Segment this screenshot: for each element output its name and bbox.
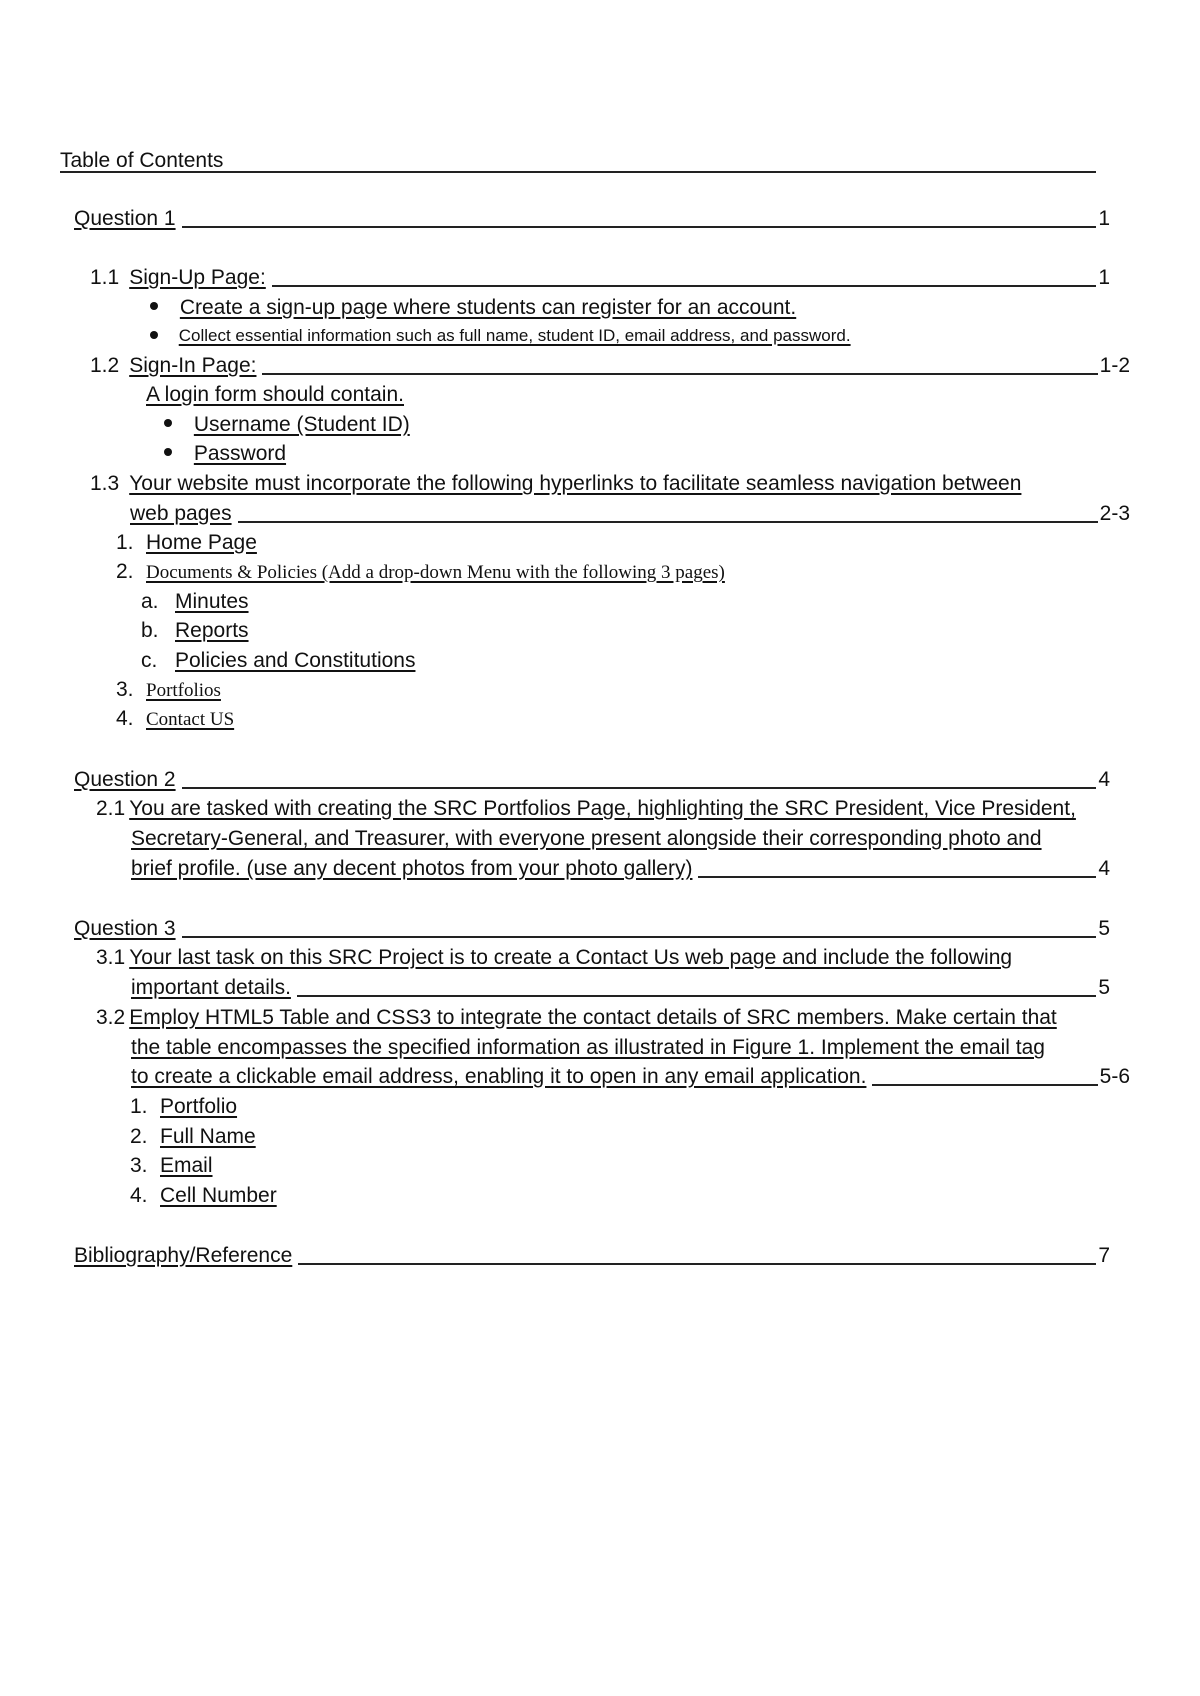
leader-line <box>182 936 1097 938</box>
list-item: 1. Portfolio <box>130 1095 238 1118</box>
bullet-item: Username (Student ID) <box>164 411 410 439</box>
leader-line <box>297 995 1096 997</box>
leader-line <box>298 1263 1096 1265</box>
toc-entry-3-2[interactable]: to create a clickable email address, enabling it to open in any email application. 5-6 <box>131 1065 1130 1088</box>
toc-entry-question-2[interactable]: Question 2 4 <box>74 768 1110 791</box>
leader-line <box>182 787 1097 789</box>
list-item: 2. Documents & Policies (Add a drop-down Menu with the following 3 pages) <box>116 560 725 583</box>
toc-entry-question-3[interactable]: Question 3 5 <box>74 917 1110 940</box>
leader-line <box>698 876 1096 878</box>
title-rule <box>60 171 1096 173</box>
toc-entry-3-1[interactable]: important details. 5 <box>131 976 1110 999</box>
bullet-icon <box>164 448 172 456</box>
bullet-item: Create a sign-up page where students can register for an account. <box>150 294 796 322</box>
list-item: 4. Cell Number <box>130 1184 277 1207</box>
toc-entry-3-2-line2: the table encompasses the specified information as illustrated in Figure 1. Implement the email tag <box>131 1036 1045 1059</box>
toc-entry-1-2[interactable]: 1.2 Sign-In Page: 1-2 <box>90 354 1130 377</box>
bullet-icon <box>150 302 158 310</box>
toc-entry-1-3[interactable]: web pages 2-3 <box>130 502 1130 525</box>
list-item: 1. Home Page <box>116 531 257 554</box>
toc-entry-2-1-line1[interactable]: 2.1 You are tasked with creating the SRC Portfolios Page, highlighting the SRC President, Vice President, <box>96 797 1076 820</box>
leader-line <box>872 1084 1097 1086</box>
list-item: 3. Portfolios <box>116 678 221 701</box>
bullet-icon <box>164 419 172 427</box>
list-item: 3. Email <box>130 1154 213 1177</box>
leader-line <box>262 373 1097 375</box>
leader-line <box>272 285 1097 287</box>
leader-line <box>238 521 1098 523</box>
bullet-item: Password <box>164 440 286 468</box>
toc-entry-bibliography[interactable]: Bibliography/Reference 7 <box>74 1244 1110 1267</box>
toc-entry-2-1-line2: Secretary-General, and Treasurer, with everyone present alongside their corresponding photo and <box>131 827 1042 850</box>
bullet-icon <box>150 331 158 339</box>
toc-entry-3-1-line1[interactable]: 3.1 Your last task on this SRC Project is to create a Contact Us web page and include the following <box>96 946 1013 969</box>
list-item: b. Reports <box>141 619 249 642</box>
toc-entry-2-1[interactable]: brief profile. (use any decent photos from your photo gallery) 4 <box>131 857 1110 880</box>
toc-title: Table of Contents <box>60 149 224 172</box>
list-item: a. Minutes <box>141 590 249 613</box>
leader-line <box>182 226 1097 228</box>
toc-entry-3-2-line1[interactable]: 3.2 Employ HTML5 Table and CSS3 to integrate the contact details of SRC members. Make certain that <box>96 1006 1057 1029</box>
section-intro: A login form should contain. <box>146 383 404 406</box>
toc-entry-1-1[interactable]: 1.1 Sign-Up Page: 1 <box>90 266 1110 289</box>
list-item: c. Policies and Constitutions <box>141 649 416 672</box>
bullet-item: Collect essential information such as full name, student ID, email address, and password. <box>150 322 851 350</box>
toc-entry-question-1[interactable]: Question 1 1 <box>74 207 1110 230</box>
toc-entry-1-3-line1[interactable]: 1.3 Your website must incorporate the following hyperlinks to facilitate seamless navigation between <box>90 472 1022 495</box>
list-item: 2. Full Name <box>130 1125 256 1148</box>
list-item: 4. Contact US <box>116 707 235 730</box>
